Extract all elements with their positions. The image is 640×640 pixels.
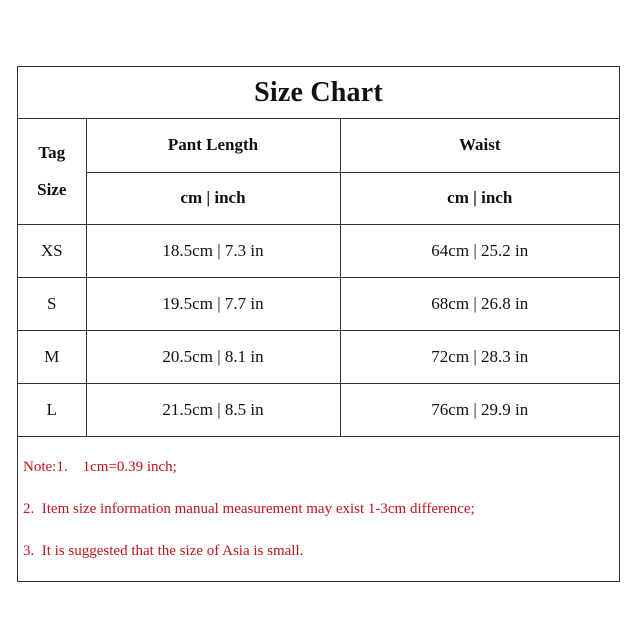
waist-cell: 64cm | 25.2 in <box>340 224 619 277</box>
size-cell: M <box>18 330 86 383</box>
pant-length-cell: 20.5cm | 8.1 in <box>86 330 340 383</box>
pant-length-unit: cm | inch <box>86 172 340 224</box>
chart-title: Size Chart <box>18 67 619 119</box>
size-label: Size <box>37 180 67 200</box>
tag-label: Tag <box>38 143 66 163</box>
tag-size-header <box>18 119 86 224</box>
pant-length-header: Pant Length <box>86 119 340 172</box>
table-row <box>18 383 619 436</box>
table-row <box>18 330 619 383</box>
waist-unit: cm | inch <box>340 172 619 224</box>
pant-length-cell: 19.5cm | 7.7 in <box>86 277 340 330</box>
waist-header: Waist <box>340 119 619 172</box>
size-cell: S <box>18 277 86 330</box>
table-row <box>18 277 619 330</box>
note-line-1: Note:1. 1cm=0.39 inch; <box>23 459 177 475</box>
waist-cell: 76cm | 29.9 in <box>340 383 619 436</box>
pant-length-cell: 18.5cm | 7.3 in <box>86 224 340 277</box>
note-line-2: 2. Item size information manual measurement may exist 1-3cm difference; <box>23 501 475 517</box>
size-cell: XS <box>18 224 86 277</box>
pant-length-cell: 21.5cm | 8.5 in <box>86 383 340 436</box>
note-line-3: 3. It is suggested that the size of Asia is small. <box>23 543 304 559</box>
table-unit-row <box>18 172 619 224</box>
waist-cell: 72cm | 28.3 in <box>340 330 619 383</box>
waist-cell: 68cm | 26.8 in <box>340 277 619 330</box>
size-table <box>18 119 619 437</box>
table-header-row <box>18 119 619 172</box>
size-chart-frame <box>17 66 620 582</box>
table-row <box>18 224 619 277</box>
size-cell: L <box>18 383 86 436</box>
